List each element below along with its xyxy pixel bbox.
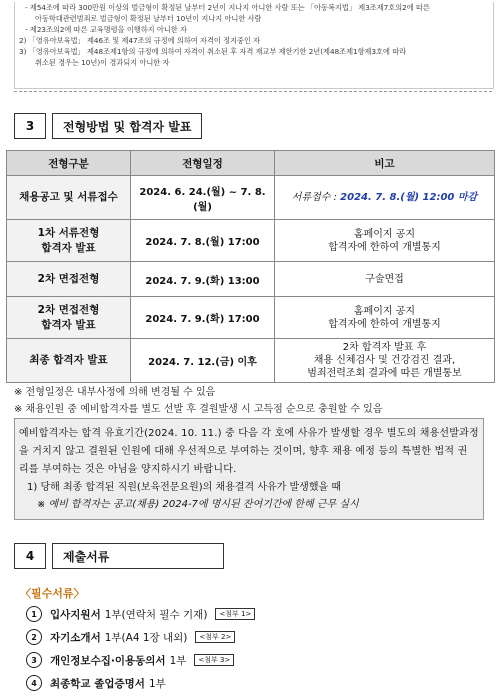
stage-label: 최종 합격자 발표 xyxy=(7,339,131,383)
stage-date: 2024. 7. 9.(화) 13:00 xyxy=(131,262,275,297)
section-4-header xyxy=(14,543,224,569)
info-text: 을 거치지 않고 결원된 인원에 대해 우선적으로 부여하는 것이며, 향후 채용 예정 등의 특별한 법적 권 xyxy=(19,446,468,457)
schedule-note: ※ 전형일정은 내부사정에 의해 변경될 수 있음 xyxy=(14,387,216,398)
top-line: 아동학대관련범죄로 벌금형이 확정된 날부터 10년이 지나지 아니한 사람 xyxy=(35,14,262,23)
doc-name: 자기소개서 xyxy=(50,631,101,644)
doc-name: 개인정보수집·이용동의서 xyxy=(50,654,166,667)
required-doc-item xyxy=(26,652,234,668)
table-header-row xyxy=(7,151,495,176)
stage-label-text: 2차 면접전형 xyxy=(37,303,100,316)
item-number: 3 xyxy=(26,652,42,668)
divider xyxy=(14,91,492,92)
item-number: 2 xyxy=(26,629,42,645)
item-number: 1 xyxy=(26,606,42,622)
info-text: 예비합격자는 합격 유효기간(2024. 10. 11.) 중 다음 각 호에 사유가 발생할 경우 별도의 채용선발과정 xyxy=(19,428,479,439)
column-header: 비고 xyxy=(275,151,495,176)
column-header: 전형구분 xyxy=(7,151,131,176)
table-row xyxy=(7,220,495,262)
note-text: 범죄전력조회 결과에 따른 개별통보 xyxy=(307,368,462,379)
section-3-header xyxy=(14,113,202,139)
top-line: 취소된 경우는 10년)이 경과되지 아니한 자 xyxy=(35,58,170,67)
stage-label: 2차 면접전형 xyxy=(7,262,131,297)
stage-label xyxy=(7,220,131,262)
item-number: 4 xyxy=(26,675,42,691)
required-doc-item xyxy=(26,675,166,691)
attachment-tag: <첨부 3> xyxy=(194,654,234,666)
top-line: 2) 「영유아보육법」 제46조 및 제47조의 규정에 의하여 자격이 정지중인 자 xyxy=(19,36,261,45)
stage-note xyxy=(275,176,495,220)
table-row xyxy=(7,339,495,383)
stage-label-text: 1차 서류전형 xyxy=(37,226,100,239)
info-subitem: 1) 당해 최종 합격된 직원(보육전문요원)의 채용결격 사유가 발생했을 때 xyxy=(27,482,341,493)
top-line: - 제23조의2에 따른 교육명령을 이행하지 아니한 자 xyxy=(25,25,187,34)
schedule-note: ※ 채용인원 중 예비합격자를 별도 선발 후 결원발생 시 고득점 순으로 충원할 수 있음 xyxy=(14,404,383,415)
stage-label xyxy=(7,176,131,220)
attachment-tag: <첨부 1> xyxy=(215,608,255,620)
info-text: 리를 부여하는 것은 아님을 양지하시기 바랍니다. xyxy=(19,464,237,475)
required-doc-item xyxy=(26,606,255,622)
section-number: 4 xyxy=(14,543,46,569)
note-text: 합격자에 한하여 개별통지 xyxy=(328,241,441,253)
schedule-table xyxy=(6,150,495,383)
stage-note xyxy=(275,339,495,383)
stage-note: 구술면접 xyxy=(275,262,495,297)
doc-name: 최종학교 졸업증명서 xyxy=(50,677,145,690)
note-text: 홈페이지 공지 xyxy=(353,305,416,317)
doc-detail: 1부(A4 1장 내외) xyxy=(104,631,188,644)
table-row xyxy=(7,176,495,220)
doc-detail: 1부 xyxy=(148,677,166,690)
stage-date: 2024. 6. 24.(월) ~ 7. 8.(월) xyxy=(131,176,275,220)
section-title: 제출서류 xyxy=(52,543,224,569)
note-text: 서류접수 : xyxy=(291,192,341,203)
stage-date: 2024. 7. 12.(금) 이후 xyxy=(131,339,275,383)
section-number: 3 xyxy=(14,113,46,139)
doc-detail: 1부(연락처 필수 기재) xyxy=(104,608,208,621)
stage-note xyxy=(275,220,495,262)
stage-date: 2024. 7. 9.(화) 17:00 xyxy=(131,297,275,339)
required-docs-heading: 〈필수서류〉 xyxy=(20,587,85,600)
top-line: - 제54조에 따라 300만원 이상의 벌금형이 확정된 날부터 2년이 지나지 아니한 사람 또는 「아동복지법」 제3조제7호의2에 따른 xyxy=(25,3,430,12)
doc-detail: 1부 xyxy=(169,654,187,667)
info-subnote: ※ 예비 합격자는 공고(채용) 2024-7에 명시된 잔여기간에 한해 근무 실시 xyxy=(37,499,359,510)
reserve-candidate-info xyxy=(14,418,484,520)
note-text: 2차 합격자 발표 후 xyxy=(342,342,427,353)
note-text: 채용 신체검사 및 건강검진 결과, xyxy=(313,355,456,366)
note-text: 합격자에 한하여 개별통지 xyxy=(328,318,441,330)
stage-date: 2024. 7. 8.(월) 17:00 xyxy=(131,220,275,262)
top-line: 3) 「영유아보육법」 제48조제1항의 규정에 의하여 자격이 취소된 후 자격 재교부 제한기한 2년(제48조제1항제3호에 따라 xyxy=(19,47,407,56)
column-header: 전형일정 xyxy=(131,151,275,176)
stage-label xyxy=(7,297,131,339)
required-doc-item xyxy=(26,629,235,645)
stage-note xyxy=(275,297,495,339)
table-row xyxy=(7,262,495,297)
stage-label-text: 합격자 발표 xyxy=(41,318,96,331)
doc-name: 입사지원서 xyxy=(50,608,101,621)
stage-label-text: 합격자 발표 xyxy=(41,241,96,254)
disqualification-box xyxy=(14,2,494,89)
stage-label-text: 채용공고 및 서류접수 xyxy=(19,191,118,203)
note-text: 홈페이지 공지 xyxy=(353,228,416,240)
table-row xyxy=(7,297,495,339)
note-deadline: 2024. 7. 8.(월) 12:00 마감 xyxy=(340,192,478,203)
attachment-tag: <첨부 2> xyxy=(195,631,235,643)
section-title: 전형방법 및 합격자 발표 xyxy=(52,113,202,139)
